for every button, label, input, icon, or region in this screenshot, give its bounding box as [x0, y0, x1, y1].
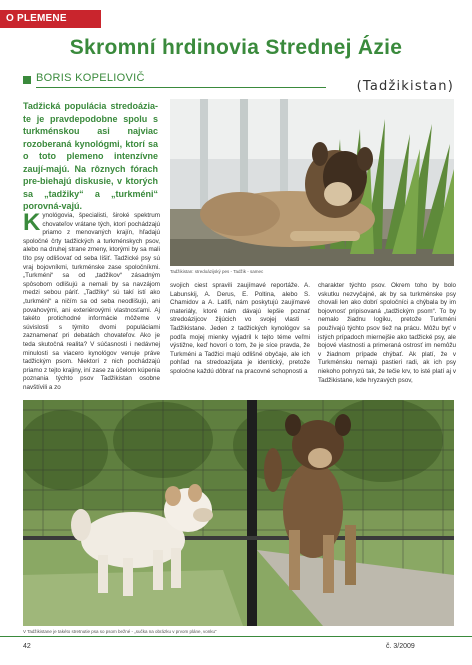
author-name: BORIS KOPELIOVIČ: [36, 72, 145, 84]
article-subtitle: (Tadžikistan): [356, 79, 454, 94]
author-marker: [23, 76, 31, 84]
body-column-3: charakter týchto psov. Okrem toho by bolo vskutku nezvyčajné, ak by sa turkménske psy chovali len ako dobrí spoločníci a chýbala by im bojovnosť pripisovaná „tadžickým psom“. To by nemalo žiadnu logiku, pretože Turkméni používajú týchto psov tiež na prácu. Môžu byť v istých prípadoch miernejšie ako tadžické psy, ale bojové vlastnosti a primeraná ostrosť im nemôžu v žiadnom prípade chýbať. Ak platí, že v Turkménsku nemajú pastieri radi, ak ich psy niekoho pohryzú tak, že tečie krv, to isté platí aj v Tadžikistane, kde hryzavých psov,: [318, 282, 456, 384]
photo-caption-2: V Tadžikistane je takéto stretnutie psa so psom bežné - „sučka na obrázku v prvom pláne, vonku“: [23, 629, 217, 634]
issue-number: č. 3/2009: [386, 643, 415, 650]
photo-caption-1: Tadžikistan: stredoázijský pes - Tadžik - samec: [170, 269, 264, 274]
author-rule: [36, 87, 326, 88]
article-title: Skromní hrdinovia Strednej Ázie: [69, 36, 403, 59]
footer-rule: [0, 636, 472, 637]
lead-paragraph: Tadžická populácia stredoázia-te je pravdepodobne spolu s turkménskou asi najviac rozoberaná kynológmi, ktorí sa o toto plemeno intenzívne zaují-majú. Na rôznych fórach pre-biehajú diskusie, v ktorých sa „tadžiky“ a „turkméni“ porovná-vajú.: [23, 101, 158, 211]
drop-cap: K: [23, 209, 41, 236]
page-number: 42: [23, 643, 31, 650]
photo-two-dogs: [23, 400, 454, 626]
body-column-1: [23, 209, 160, 392]
body-column-2: svojich ciest spravili zaujímavé reportáže. A. Labunskij, A. Derus, E. Poltina, alebo S. Chamidov a A. Latifi, nám poskytujú zaujímavé materiály, ktoré nám dávajú lepšie poznať stredoázijcov žijúcich vo svojej vlasti - Tadžikistane. Jeden z tadžických kynológov sa podľa mojej mienky vyjadril k tejto téme veľmi výstižne, keď hovorí o tom, že je síce pravda, že Turkméni a Tadžici majú odlišné obyčaje, ale ich pohľad na stredoazijata je identický, pretože spoločne každú dôbrať na pracovné schopnosti a: [170, 282, 310, 375]
photo-lying-dog: [170, 99, 454, 266]
body-column-1-text: ynológovia, špecialisti, široké spektrum chovateľov vrátane tých, ktorí pochádzajú priamo z menovaných krajín, hľadajú spoločné črty tadžických a turkménskych psov, alebo na druhej strane zmeny, ktorými by sa mali títo psy odlišovať od seba líšiť. Tadžické psy sú vraj bojovníkmi, turkménske zase spoločníkmi. „Turkméni“ sa od „tadžikov“ zásadným spôsobom odlišujú a nemali by sa navzájom medzi sebou páriť. „Tadžiky“ sú takí istí ako „turkméni“ a ničím sa od seba neodlišujú, ani povahovými, ani exteriérovými vlastnosťami. Aj takéto protichodné informácie môžeme v súvislosti s týmito dvomi populáciami zaznamenať pri debatách chovateľov. Ako je teda skutočná realita? V súčasnosti i nedávnej minulosti sa viacero kynológov venuje práve tadžickým psom. Niektorí z nich pochádzajú priamo z tejto krajiny, iní zase za účelom kúpenia poznania týchto psov Tadžikistan osobne navštívili a zo: [23, 212, 160, 391]
section-tab: O PLEMENE: [0, 10, 101, 28]
